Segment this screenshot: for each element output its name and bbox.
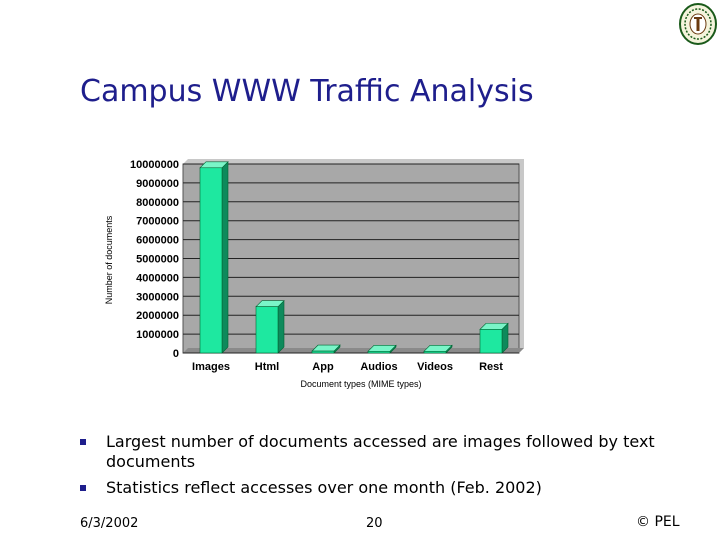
y-tick-label: 0 <box>172 348 179 360</box>
x-axis-title: Document types (MIME types) <box>300 379 422 389</box>
y-axis-title: Number of documents <box>104 215 114 305</box>
bar <box>312 351 334 353</box>
bar-side <box>222 162 228 353</box>
bar-chart <box>96 156 536 392</box>
y-tick-label: 2000000 <box>136 310 179 323</box>
y-tick-label: 10000000 <box>130 159 179 171</box>
y-tick-label: 4000000 <box>136 272 179 285</box>
x-tick-label: Rest <box>479 361 503 373</box>
slide-title: Campus WWW Traffic Analysis <box>80 74 534 109</box>
bar <box>200 168 222 353</box>
y-tick-label: 7000000 <box>136 215 179 228</box>
bar <box>256 307 278 353</box>
bullet-item <box>80 432 680 472</box>
y-tick-label: 6000000 <box>136 234 179 247</box>
y-tick-label: 8000000 <box>136 196 179 209</box>
chart-floor <box>183 348 524 353</box>
bullet-list <box>80 432 680 498</box>
x-tick-label: Audios <box>360 361 398 373</box>
footer-date: 6/3/2002 <box>80 516 139 531</box>
bar <box>424 351 446 353</box>
y-tick-label: 5000000 <box>136 253 179 266</box>
x-tick-label: App <box>312 361 334 373</box>
footer-copyright: © PEL <box>636 514 680 530</box>
bullet-text: Largest number of documents accessed are images followed by text documents <box>106 432 655 471</box>
y-tick-label: 3000000 <box>136 291 179 304</box>
y-tick-label: 9000000 <box>136 177 179 190</box>
x-tick-label: Images <box>192 361 230 373</box>
square-bullet-icon <box>80 485 86 491</box>
footer-page-number: 20 <box>366 516 383 531</box>
y-tick-label: 1000000 <box>136 329 179 342</box>
seal-logo-icon <box>677 2 719 46</box>
bullet-item <box>80 478 680 498</box>
square-bullet-icon <box>80 439 86 445</box>
bar <box>480 329 502 353</box>
x-tick-label: Html <box>254 361 280 373</box>
x-tick-label: Videos <box>417 361 453 373</box>
bullet-text: Statistics reflect accesses over one month (Feb. 2002) <box>106 478 542 497</box>
bar <box>368 351 390 353</box>
bar-side <box>278 301 284 353</box>
